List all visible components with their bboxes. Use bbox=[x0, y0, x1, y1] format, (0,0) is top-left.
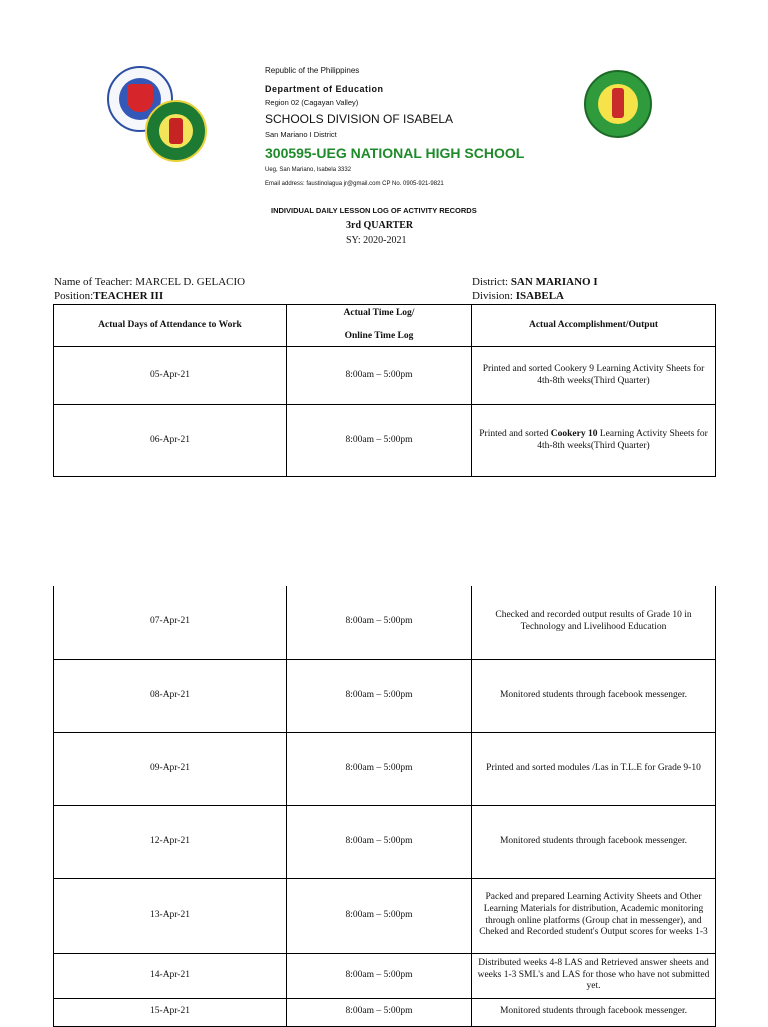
table-row bbox=[54, 998, 716, 1026]
table-row bbox=[54, 953, 716, 998]
table-row bbox=[54, 347, 716, 405]
division-text: SCHOOLS DIVISION OF ISABELA bbox=[265, 112, 454, 126]
row-output: Monitored students through facebook messenger. bbox=[472, 805, 716, 878]
school-contact: Email address: faustinolagua jr@gmail.com CP No. 0905-921-9821 bbox=[265, 181, 444, 187]
row-time: 8:00am – 5:00pm bbox=[287, 953, 472, 998]
school-name: 300595-UEG NATIONAL HIGH SCHOOL bbox=[265, 145, 525, 161]
teacher-position-line bbox=[54, 290, 163, 302]
teacher-position: TEACHER III bbox=[93, 290, 164, 302]
teacher-name-line bbox=[54, 276, 245, 288]
division-seal bbox=[145, 100, 207, 162]
row-date: 12-Apr-21 bbox=[54, 805, 287, 878]
table-row bbox=[54, 805, 716, 878]
row-output: Printed and sorted Cookery 10 Learning Activity Sheets for 4th-8th weeks(Third Quarter) bbox=[472, 405, 716, 477]
table-row bbox=[54, 878, 716, 953]
header-days: Actual Days of Attendance to Work bbox=[54, 305, 287, 347]
quarter-label: 3rd QUARTER bbox=[346, 220, 414, 231]
row-date: 09-Apr-21 bbox=[54, 732, 287, 805]
row-output: Printed and sorted Cookery 9 Learning Activity Sheets for 4th-8th weeks(Third Quarter) bbox=[472, 347, 716, 405]
document-title: INDIVIDUAL DAILY LESSON LOG OF ACTIVITY RECORDS bbox=[271, 206, 477, 215]
activity-log-table-page1 bbox=[53, 304, 716, 477]
row-date: 08-Apr-21 bbox=[54, 659, 287, 732]
row-output: Monitored students through facebook messenger. bbox=[472, 998, 716, 1026]
row-date: 06-Apr-21 bbox=[54, 405, 287, 477]
row-time: 8:00am – 5:00pm bbox=[287, 878, 472, 953]
table-row bbox=[54, 586, 716, 659]
row-time: 8:00am – 5:00pm bbox=[287, 405, 472, 477]
teacher-name-label: Name of Teacher: bbox=[54, 276, 136, 288]
row-date: 07-Apr-21 bbox=[54, 586, 287, 659]
republic-text: Republic of the Philippines bbox=[265, 66, 360, 75]
row-time: 8:00am – 5:00pm bbox=[287, 586, 472, 659]
header-output: Actual Accomplishment/Output bbox=[472, 305, 716, 347]
row-date: 15-Apr-21 bbox=[54, 998, 287, 1026]
row-date: 13-Apr-21 bbox=[54, 878, 287, 953]
table-row bbox=[54, 732, 716, 805]
table-row bbox=[54, 659, 716, 732]
row-output: Packed and prepared Learning Activity Sheets and Other Learning Materials for distribution, Academic monitoring through online platforms (Group chat in messenger), and Cheked and Recorded student's Output scores for weeks 1-3 bbox=[472, 878, 716, 953]
row-time: 8:00am – 5:00pm bbox=[287, 732, 472, 805]
school-year: SY: 2020-2021 bbox=[346, 235, 407, 246]
department-text: Department of Education bbox=[265, 84, 384, 94]
table-header-row bbox=[54, 305, 716, 347]
school-seal bbox=[584, 70, 652, 138]
row-date: 05-Apr-21 bbox=[54, 347, 287, 405]
district-line bbox=[472, 276, 598, 288]
district-text: San Mariano I District bbox=[265, 130, 337, 139]
row-output: Distributed weeks 4-8 LAS and Retrieved answer sheets and weeks 1-3 SML's and LAS for those who have not submitted yet. bbox=[472, 953, 716, 998]
row-time: 8:00am – 5:00pm bbox=[287, 805, 472, 878]
division-line bbox=[472, 290, 564, 302]
row-time: 8:00am – 5:00pm bbox=[287, 659, 472, 732]
header-time: Actual Time Log/ Online Time Log bbox=[287, 305, 472, 347]
region-text: Region 02 (Cagayan Valley) bbox=[265, 98, 359, 107]
row-output: Monitored students through facebook messenger. bbox=[472, 659, 716, 732]
teacher-name: MARCEL D. GELACIO bbox=[135, 276, 246, 288]
position-label: Position: bbox=[54, 290, 94, 302]
school-address: Ueg, San Mariano, Isabela 3332 bbox=[265, 167, 352, 173]
row-output: Checked and recorded output results of Grade 10 in Technology and Livelihood Education bbox=[472, 586, 716, 659]
division-label: Division: bbox=[472, 290, 516, 302]
district-label: District: bbox=[472, 276, 511, 288]
row-output: Printed and sorted modules /Las in T.L.E for Grade 9-10 bbox=[472, 732, 716, 805]
division-value: ISABELA bbox=[515, 290, 564, 302]
row-time: 8:00am – 5:00pm bbox=[287, 998, 472, 1026]
row-date: 14-Apr-21 bbox=[54, 953, 287, 998]
row-time: 8:00am – 5:00pm bbox=[287, 347, 472, 405]
activity-log-table-page2 bbox=[53, 586, 716, 1027]
table-row bbox=[54, 405, 716, 477]
district-value: SAN MARIANO I bbox=[510, 276, 598, 288]
